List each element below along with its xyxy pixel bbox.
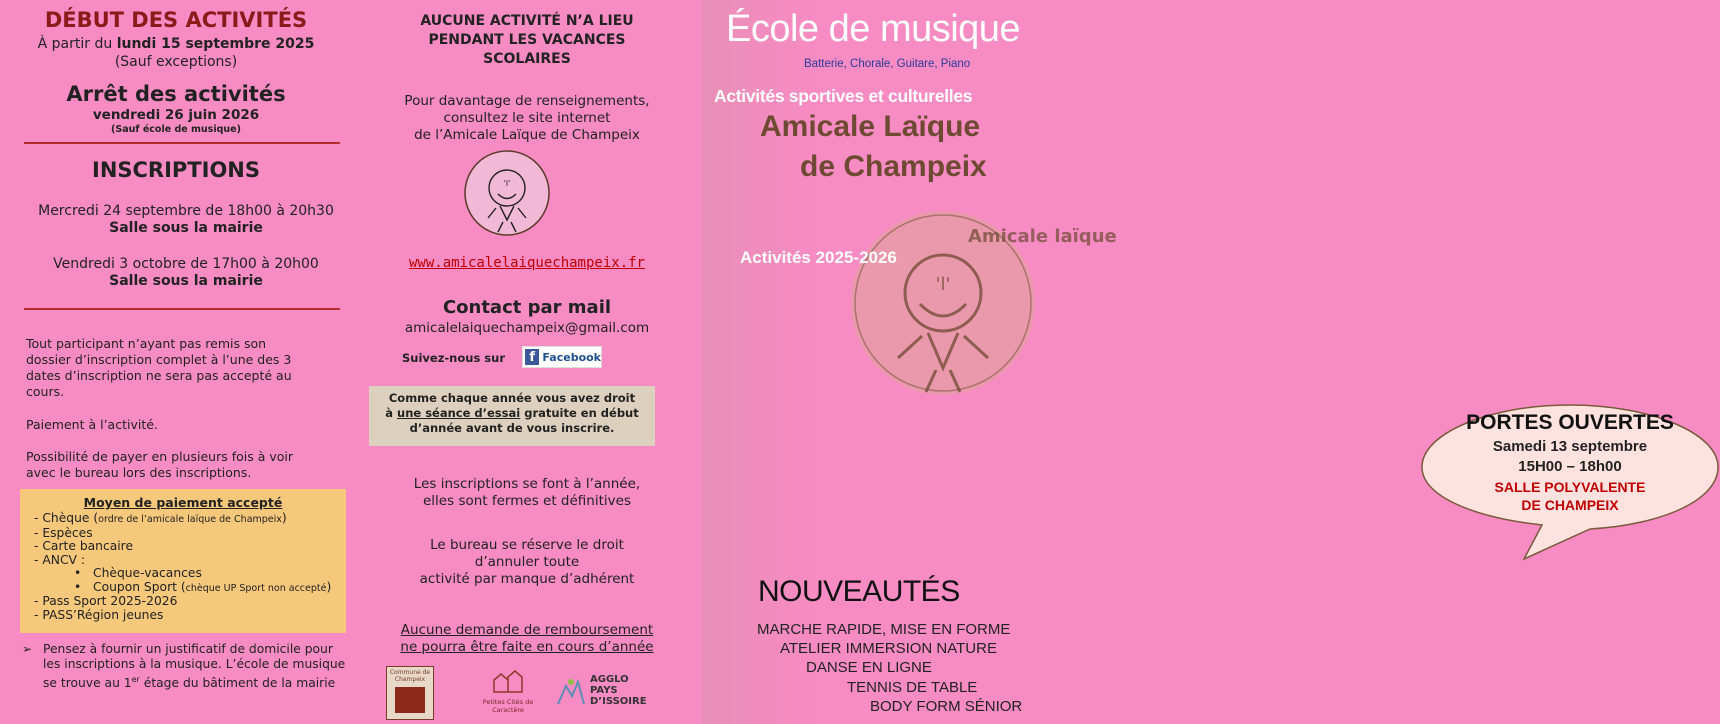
inscriptions-annee [352,476,702,510]
commune-champeix-logo [386,666,434,720]
inscription-date-2: Vendredi 3 octobre de 17h00 à 20h00 [53,256,319,272]
paiement-plusieurs-fois [26,449,346,481]
paren: ) [281,511,287,525]
amicale-title-2: de Champeix [800,150,987,183]
text-line: les inscriptions à la musique. L’école de musique [43,657,346,671]
paiement-activite: Paiement à l’activité. [26,417,158,432]
arret-date: vendredi 26 juin 2026 [92,107,260,123]
text-line: Possibilité de payer en plusieurs fois à voir [26,449,293,464]
instruments-list: Batterie, Chorale, Guitare, Piano [804,58,971,70]
bullet-icon: • [74,566,86,580]
text-line [369,406,655,421]
payment-item [34,512,346,527]
debut-prefix: À partir du [37,36,117,52]
amicale-logo-icon [462,148,552,238]
bullet-icon: • [74,579,86,594]
svg-text:'l': 'l' [935,274,951,295]
text-fragment: se trouve au 1 [43,676,132,691]
debut-note: (Sauf exceptions) [114,54,238,70]
nouveaute-item: TENNIS DE TABLE [847,679,978,696]
payment-methods-box [20,489,346,633]
payment-subitem-label: Coupon Sport ( [93,579,186,594]
text-line: Pour davantage de renseignements, [404,93,650,109]
inscription-place-1: Salle sous la mairie [109,220,263,236]
text-line: Aucune demande de remboursement [400,622,654,638]
text-line: d’annuler toute [474,554,580,570]
facebook-button[interactable] [522,346,602,368]
contact-title: Contact par mail [442,297,612,318]
debut-start-line [0,36,352,52]
svg-text:'l': 'l' [503,179,511,188]
text-fragment: à [385,406,398,420]
text-line: Les inscriptions se font à l’année, [413,476,641,492]
payment-item: - Carte bancaire [34,539,134,553]
amicale-title-1: Amicale Laïque [760,110,981,143]
text-line: activité par manque d’adhérent [419,571,635,587]
nouveaute-item: DANSE EN LIGNE [806,659,932,676]
payment-subitem [34,567,346,581]
bureau-notice [352,537,702,588]
divider [24,142,340,144]
debut-date: lundi 15 septembre 2025 [116,36,315,52]
text-line: dossier d’inscription complet à l’une des 3 [26,352,292,367]
text-line: ne pourra être faite en cours d’année [400,639,654,655]
activites-subtitle: Activités sportives et culturelles [714,86,973,106]
left-panel [0,0,352,724]
inscription-place-2: Salle sous la mairie [109,273,263,289]
agglo-issoire-logo [556,670,646,714]
text-line: Tout participant n’ayant pas remis son [26,336,267,351]
inscriptions-title: INSCRIPTIONS [92,158,260,182]
text-line [43,672,348,691]
portes-ouvertes-bubble [1420,403,1720,563]
text-line: PAYS [590,685,618,696]
text-line: Pensez à fournir un justificatif de domicile pour [43,642,333,656]
portes-place-2: DE CHAMPEIX [1521,497,1619,513]
text-fragment: gratuite en début [520,406,639,420]
superscript: er [131,675,140,684]
coat-of-arms-icon [395,687,425,713]
houses-icon [491,668,525,694]
sponsor-label: Commune de Champeix [389,669,431,683]
text-line: elles sont fermes et définitives [423,493,631,509]
facebook-icon: f [525,349,539,365]
trial-session-box [369,386,655,446]
payment-list [34,512,346,622]
remboursement-notice [352,622,702,656]
right-panel [702,0,1674,724]
inscription-date-1: Mercredi 24 septembre de 18h00 à 20h30 [38,203,334,219]
trial-text [369,391,655,436]
dossier-paragraph [26,336,346,400]
logo-lettering: Amicale laïque [968,226,1117,247]
text-line: cours. [26,384,65,399]
payment-subitem-label: Chèque-vacances [93,566,202,580]
debut-title: DÉBUT DES ACTIVITÉS [44,8,308,32]
portes-time: 15H00 – 18h00 [1518,458,1622,475]
text-line: AUCUNE ACTIVITÉ N’A LIEU [420,13,634,29]
nouveaute-item: ATELIER IMMERSION NATURE [780,640,997,657]
text-line: consultez le site internet [443,110,611,126]
payment-item: - Pass Sport 2025-2026 [34,594,178,608]
text-line: avec le bureau lors des inscriptions. [26,465,252,480]
music-school-note [43,642,348,691]
sponsor-label: Petites Cités de Caractère [482,698,534,714]
text-line: dates d’inscription ne sera pas accepté au [26,368,292,383]
payment-item: - ANCV : [34,552,86,567]
payment-subitem [34,581,346,596]
petites-cites-logo [478,668,538,714]
website-link[interactable]: www.amicalelaiquechampeix.fr [408,255,645,271]
paren: ) [326,579,332,594]
text-line: Le bureau se réserve le droit [430,537,624,553]
trial-highlight: une séance d’essai [397,406,521,420]
payment-item-note: chèque UP Sport non accepté [185,582,327,594]
amicale-logo-watermark-icon [848,208,1117,398]
vacances-notice [352,12,702,69]
portes-date: Samedi 13 septembre [1492,438,1648,455]
text-line: PENDANT LES VACANCES [428,32,626,48]
arret-title: Arrêt des activités [66,82,286,106]
nouveautes-title: NOUVEAUTÉS [758,575,960,608]
renseignements-text [352,93,702,144]
payment-item: - Espèces [34,525,93,540]
nouveaute-item: MARCHE RAPIDE, MISE EN FORME [757,621,1011,638]
payment-item-label: - Chèque ( [34,511,99,525]
text-line: SCOLAIRES [483,51,571,67]
nouveaute-item: BODY FORM SÉNIOR [870,698,1023,715]
text-line: d’année avant de vous inscrire. [409,421,615,435]
middle-panel [352,0,702,724]
payment-item-note: ordre de l’amicale laïque de Champeix [98,514,282,525]
payment-title: Moyen de paiement accepté [83,495,283,510]
text-line: Comme chaque année vous avez droit [388,391,636,405]
agglo-text [590,674,647,707]
text-line: D’ISSOIRE [590,696,647,707]
follow-label: Suivez-nous sur [402,351,506,365]
payment-item: - PASS’Région jeunes [34,607,164,622]
email-address[interactable]: amicalelaiquechampeix@gmail.com [404,320,650,336]
portes-title: PORTES OUVERTES [1466,411,1674,434]
ecole-title: École de musique [726,8,1021,50]
text-line: AGGLO [590,674,629,685]
amicale-logo-small [462,148,552,238]
arret-note: (Sauf école de musique) [111,124,241,135]
divider [24,308,340,310]
saison-label: Activités 2025-2026 [740,248,897,267]
text-fragment: étage du bâtiment de la mairie [139,676,336,691]
text-line: de l’Amicale Laïque de Champeix [414,127,640,143]
facebook-label: Facebook [542,350,601,364]
agglo-icon [556,674,586,710]
arrow-bullet-icon: ➢ [22,642,33,656]
amicale-logo-large [848,208,1117,398]
portes-place-1: SALLE POLYVALENTE [1494,479,1646,495]
